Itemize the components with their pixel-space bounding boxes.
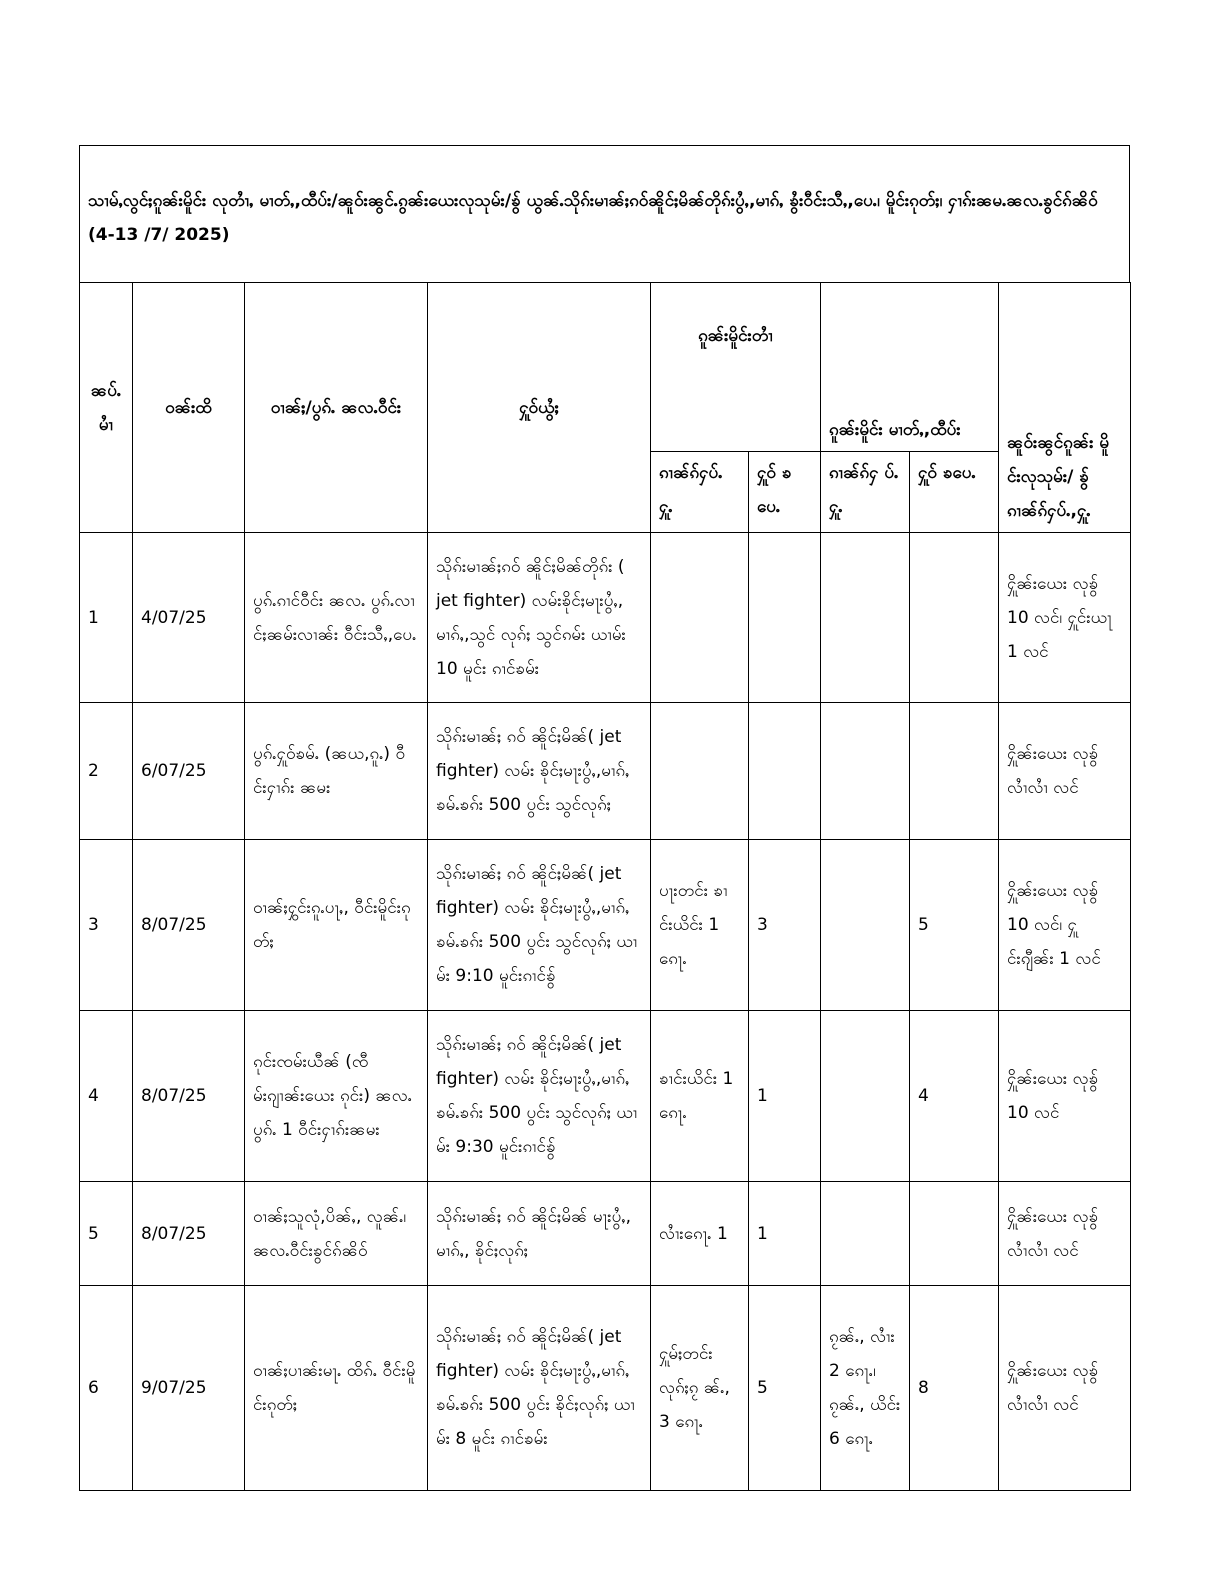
cell-injured-count — [910, 703, 999, 840]
header-injured-name: ၵၢၼ်ၵ်ႁ ပ်ႉ ႁူႉ — [821, 452, 910, 533]
cell-no: 6 — [80, 1286, 133, 1491]
header-village: ဝၢၼ်ႈ/ပွၵ်ႉ ၼလႉဝီင်း — [245, 283, 428, 533]
header-damage: ၼူဝ်းၼွင်ၵူၼ်း မိူင်းလုသုမ်း/ ၶွ် ၵၢၼ်ၵ်ႁပ်ႉ,ႁူႉ — [999, 283, 1131, 533]
cell-dead-count: 3 — [749, 840, 821, 1011]
cell-damage: ႁိူၼ်းယေး လုၶွ် 10 လင်၊ ႁူင်းယႃ 1 လင် — [999, 533, 1131, 703]
cell-village: ဝၢၼ်ႈႁွင်းၵူႉပႃႇ, ဝီင်းမိူင်းၵုတ်ႈ — [245, 840, 428, 1011]
document-page — [79, 145, 1130, 1491]
cell-date: 4/07/25 — [133, 533, 245, 703]
table-row — [80, 703, 1131, 840]
cell-village: ပွၵ်ႉႁူဝ်ၶမ်ႉ (ၼယ,ၵူႉ) ဝီင်းႁၢၵ်း ၼမး — [245, 703, 428, 840]
header-date: ဝၼ်းထိ — [133, 283, 245, 533]
cell-dead-name — [651, 703, 749, 840]
header-event: ႁူဝ်ယွႆႈ — [428, 283, 651, 533]
cell-event: သိုၵ်းမၢၼ်ႈ ၵဝ် ၼိူင်ႈမိၼ်( jet fighter) လမ်း ၶိုင်ႈမႃးပွႆႇ,မၢၵ်ႇ ၶမ်ႉၶၵ်း 500 ပွင်း သွင်လုၵ်ႈ ယၢမ်း 9:10 မူင်းၵၢင်ၶွ် — [428, 840, 651, 1011]
cell-dead-count — [749, 533, 821, 703]
cell-dead-name — [651, 533, 749, 703]
header-casualties: ၵူၼ်းမိူင်းတၢႆ — [651, 283, 821, 452]
cell-injured-count: 5 — [910, 840, 999, 1011]
cell-no: 2 — [80, 703, 133, 840]
cell-no: 3 — [80, 840, 133, 1011]
cell-dead-count: 1 — [749, 1011, 821, 1182]
header-injured-count: ႁူဝ် ၶပေႉ — [910, 452, 999, 533]
cell-injured-count — [910, 533, 999, 703]
cell-date: 8/07/25 — [133, 1182, 245, 1286]
cell-no: 4 — [80, 1011, 133, 1182]
cell-village: ဝၢၼ်ႈပၢၼ်းမႃႉ ထိၵ်ႉ ဝီင်းမိူင်းၵုတ်ႈ — [245, 1286, 428, 1491]
cell-injured-name — [821, 533, 910, 703]
cell-no: 1 — [80, 533, 133, 703]
cell-date: 9/07/25 — [133, 1286, 245, 1491]
cell-injured-name — [821, 703, 910, 840]
incident-table — [79, 282, 1131, 1491]
table-row — [80, 1182, 1131, 1286]
cell-dead-count: 1 — [749, 1182, 821, 1286]
cell-village: ၵုင်းၸမ်းယီၼ် (ၸီမ်းၵျၢၼ်းယေး ၵုင်း) ၼလႉပွၵ်ႉ 1 ဝီင်းႁၢၵ်းၼမး — [245, 1011, 428, 1182]
header-no: ၼပ်ႉ မၢႆ — [80, 283, 133, 533]
table-row — [80, 1286, 1131, 1491]
cell-injured-name — [821, 1182, 910, 1286]
table-row — [80, 1011, 1131, 1182]
cell-damage: ႁိူၼ်းယေး လုၶွ် 10 လင်၊ ႁူင်းၵျီၼ်း 1 လင် — [999, 840, 1131, 1011]
document-title: သၢမ်ႇလွင်ႈၵူၼ်းမိူင်း လုတၢႆႇ မၢတ်ႇ,ထီပ်း/ၼူဝ်းၼွင်ႉၵွၼ်းယေးလုသုမ်း/ၶွ် ယွၼ်ႉသိုၵ်းမၢၼ်ႈၵဝ်ၼိူင်ႈမိၼ်တိုၵ်းပွႆႇ,မၢၵ်ႇ ၶွႆးဝီင်းသီႇ,ပေႉ၊ မိူင်းၵုတ်ႈ၊ ႁၢၵ်းၼမႉၼလႉၶွင်ၵ်ၼိဝ် (4-13 /7/ 2025) — [79, 145, 1130, 282]
cell-date: 8/07/25 — [133, 1011, 245, 1182]
cell-damage: ႁိူၼ်းယေး လုၶွ် လၢႆလၢႆ လင် — [999, 703, 1131, 840]
cell-injured-count: 4 — [910, 1011, 999, 1182]
cell-village: ပွၵ်ႉၵၢင်ဝီင်း ၼလႉ ပွၵ်ႉလၢင်ႈၼမ်းလၢၼ်း ဝီင်းသီႇ,ပေႉ — [245, 533, 428, 703]
cell-injured-count — [910, 1182, 999, 1286]
cell-injured-name: ၵႂၼ်ႉ, လၢႆး 2 ၵေႃႉ၊ ၵႂၼ်ႉ, ယိင်း 6 ၵေႃႉ — [821, 1286, 910, 1491]
cell-damage: ႁိူၼ်းယေး လုၶွ် လၢႆလၢႆ လင် — [999, 1182, 1131, 1286]
cell-injured-name — [821, 840, 910, 1011]
table-row — [80, 533, 1131, 703]
cell-event: သိုၵ်းမၢၼ်ႈ ၵဝ် ၼိူင်ႈမိၼ်( jet fighter) လမ်း ၶိုင်ႈမႃးပွႆႇ,မၢၵ်ႇ ၶမ်ႉၶၵ်း 500 ပွင်း ၶိုင်ႈလုၵ်ႈ ယၢမ်း 8 မူင်း ၵၢင်ၶမ်း — [428, 1286, 651, 1491]
cell-damage: ႁိူၼ်းယေး လုၶွ် လၢႆလၢႆ လင် — [999, 1286, 1131, 1491]
cell-date: 8/07/25 — [133, 840, 245, 1011]
cell-injured-name — [821, 1011, 910, 1182]
header-dead-name: ၵၢၼ်ၵ်ႁပ်ႉ ႁူႉ — [651, 452, 749, 533]
cell-date: 6/07/25 — [133, 703, 245, 840]
cell-event: သိုၵ်းမၢၼ်ႈ ၵဝ် ၼိူင်ႈမိၼ်( jet fighter) လမ်း ၶိုင်ႈမႃးပွႆႇ,မၢၵ်ႇ ၶမ်ႉၶၵ်း 500 ပွင်း သွင်လုၵ်ႈ — [428, 703, 651, 840]
cell-dead-name: လၢႆးၵေႃႉ 1 — [651, 1182, 749, 1286]
cell-event: သိုၵ်းမၢၼ်ႈၵဝ် ၼိူင်ႈမိၼ်တိုၵ်း ( jet fighter) လမ်းၶိုင်ႈမႃးပွႆႇ, မၢၵ်ႇ,သွင် လုၵ်ႈ သွင်ၵမ်း ယၢမ်း 10 မူင်း ၵၢင်ၶမ်း — [428, 533, 651, 703]
header-injured: ၵူၼ်းမိူင်း မၢတ်ႇ,ထီပ်း — [821, 283, 999, 452]
cell-dead-count — [749, 703, 821, 840]
cell-event: သိုၵ်းမၢၼ်ႈ ၵဝ် ၼိူင်ႈမိၼ် မႃးပွႆႇ, မၢၵ်ႇ, ၶိုင်ႈလုၵ်ႈ — [428, 1182, 651, 1286]
header-row-1 — [80, 283, 1131, 452]
cell-dead-name: ပႃးတင်း ၶၢင်းယိင်း 1 ၵေႃႉ — [651, 840, 749, 1011]
cell-dead-name: ၶၢင်းယိင်း 1 ၵေႃႉ — [651, 1011, 749, 1182]
cell-dead-count: 5 — [749, 1286, 821, 1491]
cell-village: ဝၢၼ်ႈသူလုံ,ပိၼ်ႇ, လူၼ်ႉ၊ ၼလႉဝီင်းၶွင်ၵ်ၼိဝ် — [245, 1182, 428, 1286]
table-row — [80, 840, 1131, 1011]
header-dead-count: ႁူဝ် ၶပေႉ — [749, 452, 821, 533]
cell-damage: ႁိူၼ်းယေး လုၶွ် 10 လင် — [999, 1011, 1131, 1182]
cell-dead-name: ႁူမ်ႈတင်း လုၵ်ႈၵႂ ၼ်ႉ, 3 ၵေႃႉ — [651, 1286, 749, 1491]
cell-no: 5 — [80, 1182, 133, 1286]
cell-injured-count: 8 — [910, 1286, 999, 1491]
cell-event: သိုၵ်းမၢၼ်ႈ ၵဝ် ၼိူင်ႈမိၼ်( jet fighter) လမ်း ၶိုင်ႈမႃးပွႆႇ,မၢၵ်ႇ ၶမ်ႉၶၵ်း 500 ပွင်း သွင်လုၵ်ႈ ယၢမ်း 9:30 မူင်းၵၢင်ၶွ် — [428, 1011, 651, 1182]
